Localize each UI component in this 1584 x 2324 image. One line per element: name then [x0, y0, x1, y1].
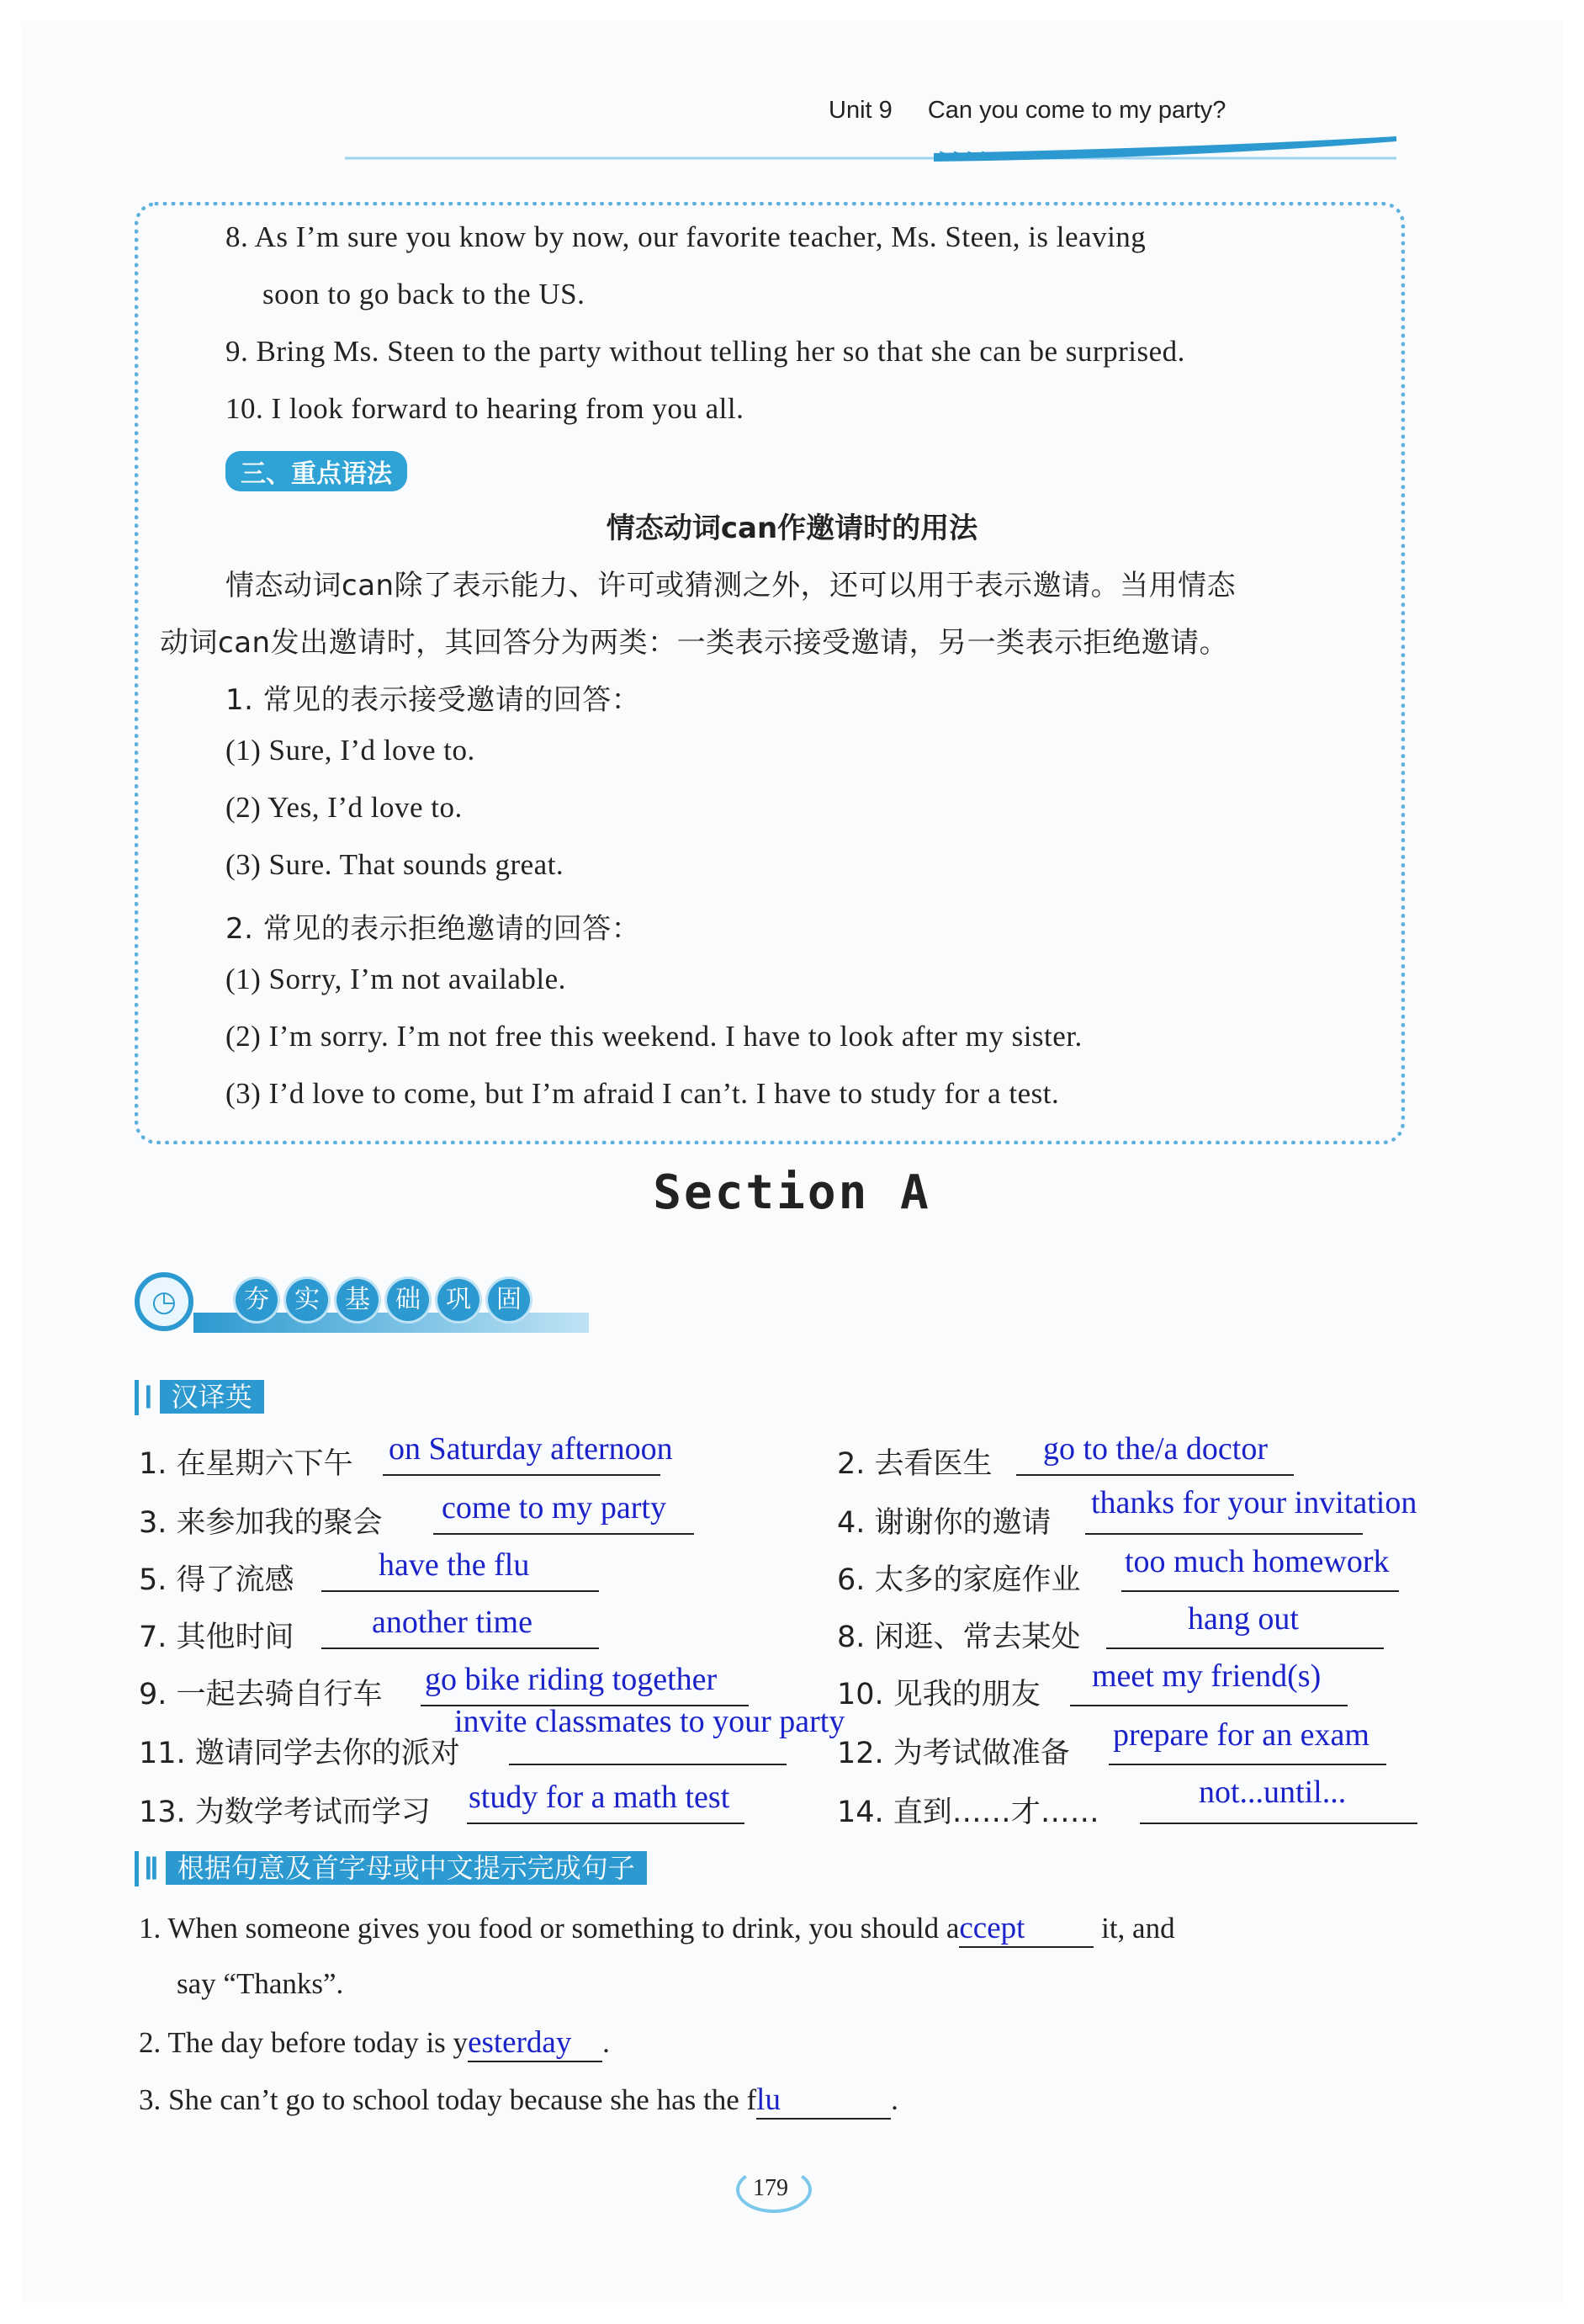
answer-blank	[1109, 1764, 1386, 1765]
refuse-heading: 2. 常见的表示拒绝邀请的回答：	[225, 912, 641, 946]
answer: go to the/a doctor	[1043, 1431, 1268, 1467]
clock-icon: ◷	[135, 1272, 193, 1331]
refuse-item: (2) I’m sorry. I’m not free this weekend. I have to look after my sister.	[225, 1020, 1083, 1053]
question: 11. 邀请同学去你的派对	[139, 1737, 460, 1770]
answer-blank	[509, 1764, 787, 1765]
answer: ccept	[959, 1910, 1094, 1948]
grammar-title: 情态动词can作邀请时的用法	[606, 512, 978, 545]
answer-blank	[1016, 1474, 1294, 1476]
grammar-tag: 三、重点语法	[225, 451, 407, 491]
unit-label: Unit 9	[829, 97, 893, 124]
question: 2. 去看医生	[837, 1447, 993, 1481]
page-number: 179	[753, 2175, 788, 2201]
sentence-1	[139, 1910, 1175, 1948]
answer: have the flu	[379, 1547, 530, 1583]
sentence-text: it, and	[1094, 1912, 1175, 1945]
refuse-item: (1) Sorry, I’m not available.	[225, 963, 566, 995]
answer-blank	[321, 1647, 599, 1649]
sentence-text: .	[602, 2026, 610, 2059]
part1-heading	[135, 1380, 264, 1414]
question: 7. 其他时间	[139, 1621, 294, 1654]
sentence-text: .	[891, 2083, 898, 2116]
section-banner	[135, 1271, 606, 1346]
part2-heading	[135, 1851, 647, 1885]
sentence-2	[139, 2024, 610, 2062]
sentence-1-cont: say “Thanks”.	[177, 1967, 344, 2000]
question: 14. 直到……才……	[837, 1796, 1099, 1829]
sentence-3	[139, 2082, 898, 2120]
answer: meet my friend(s)	[1092, 1658, 1322, 1694]
question: 4. 谢谢你的邀请	[837, 1506, 1052, 1540]
question: 10. 见我的朋友	[837, 1678, 1041, 1711]
answer: study for a math test	[469, 1780, 730, 1815]
grammar-para-2: 动词can发出邀请时，其回答分为两类：一类表示接受邀请，另一类表示拒绝邀请。	[160, 626, 1229, 660]
refuse-item: (3) I’d love to come, but I’m afraid I can’t. I have to study for a test.	[225, 1077, 1060, 1110]
answer: not...until...	[1199, 1775, 1347, 1810]
header-decoration	[345, 133, 1396, 167]
banner-char: 夯	[236, 1279, 278, 1321]
box-line-8-cont: soon to go back to the US.	[262, 278, 585, 310]
answer: hang out	[1188, 1601, 1299, 1637]
answer-blank	[433, 1533, 694, 1535]
answer-blank	[1085, 1533, 1363, 1535]
question: 1. 在星期六下午	[139, 1447, 353, 1481]
sentence-text: 2. The day before today is y	[139, 2026, 469, 2059]
svg-text:>>>>: >>>>	[938, 145, 995, 165]
part2-number: Ⅱ	[135, 1851, 166, 1886]
answer: another time	[372, 1605, 532, 1640]
box-line-10: 10. I look forward to hearing from you all.	[225, 392, 744, 425]
answer: too much homework	[1125, 1544, 1390, 1579]
answer-blank	[467, 1823, 744, 1824]
question: 9. 一起去骑自行车	[139, 1678, 383, 1711]
answer-blank	[321, 1590, 599, 1592]
question: 13. 为数学考试而学习	[139, 1796, 431, 1829]
answer: go bike riding together	[425, 1662, 718, 1697]
box-line-9: 9. Bring Ms. Steen to the party without telling her so that she can be surprised.	[225, 335, 1185, 368]
banner-char: 实	[286, 1279, 328, 1321]
answer: lu	[756, 2082, 891, 2120]
answer: esterday	[468, 2024, 602, 2062]
sentence-text: 1. When someone gives you food or something to drink, you should a	[139, 1912, 960, 1945]
accept-heading: 1. 常见的表示接受邀请的回答：	[225, 683, 641, 717]
answer: on Saturday afternoon	[389, 1431, 673, 1467]
answer-blank	[383, 1474, 660, 1476]
part1-label: 汉译英	[160, 1380, 264, 1414]
answer-blank	[1140, 1823, 1417, 1824]
grammar-para-1: 情态动词can除了表示能力、许可或猜测之外，还可以用于表示邀请。当用情态	[225, 569, 1237, 602]
answer: come to my party	[442, 1490, 666, 1525]
question: 6. 太多的家庭作业	[837, 1563, 1081, 1597]
accept-item: (2) Yes, I’d love to.	[225, 791, 463, 824]
question: 12. 为考试做准备	[837, 1737, 1070, 1770]
question: 8. 闲逛、常去某处	[837, 1621, 1081, 1654]
sentence-text: 3. She can’t go to school today because she has the f	[139, 2083, 757, 2116]
part1-number: Ⅰ	[135, 1380, 160, 1415]
banner-char: 巩	[437, 1279, 479, 1321]
answer-blank	[1106, 1647, 1384, 1649]
question: 5. 得了流感	[139, 1563, 294, 1597]
section-title: Section A	[653, 1165, 931, 1220]
question: 3. 来参加我的聚会	[139, 1506, 383, 1540]
answer-blank	[1121, 1590, 1399, 1592]
banner-char: 础	[387, 1279, 429, 1321]
box-line-8: 8. As I’m sure you know by now, our favorite teacher, Ms. Steen, is leaving	[225, 220, 1147, 253]
answer-blank	[1070, 1705, 1348, 1706]
answer: invite classmates to your party	[454, 1704, 845, 1739]
accept-item: (3) Sure. That sounds great.	[225, 848, 564, 881]
running-header	[829, 97, 1226, 125]
banner-char: 基	[336, 1279, 379, 1321]
banner-char: 固	[488, 1279, 530, 1321]
page-number-badge	[728, 2167, 820, 2234]
part2-label: 根据句意及首字母或中文提示完成句子	[166, 1851, 647, 1885]
accept-item: (1) Sure, I’d love to.	[225, 734, 475, 767]
answer: prepare for an exam	[1113, 1717, 1369, 1753]
answer: thanks for your invitation	[1091, 1485, 1417, 1520]
unit-title: Can you come to my party?	[927, 97, 1226, 124]
